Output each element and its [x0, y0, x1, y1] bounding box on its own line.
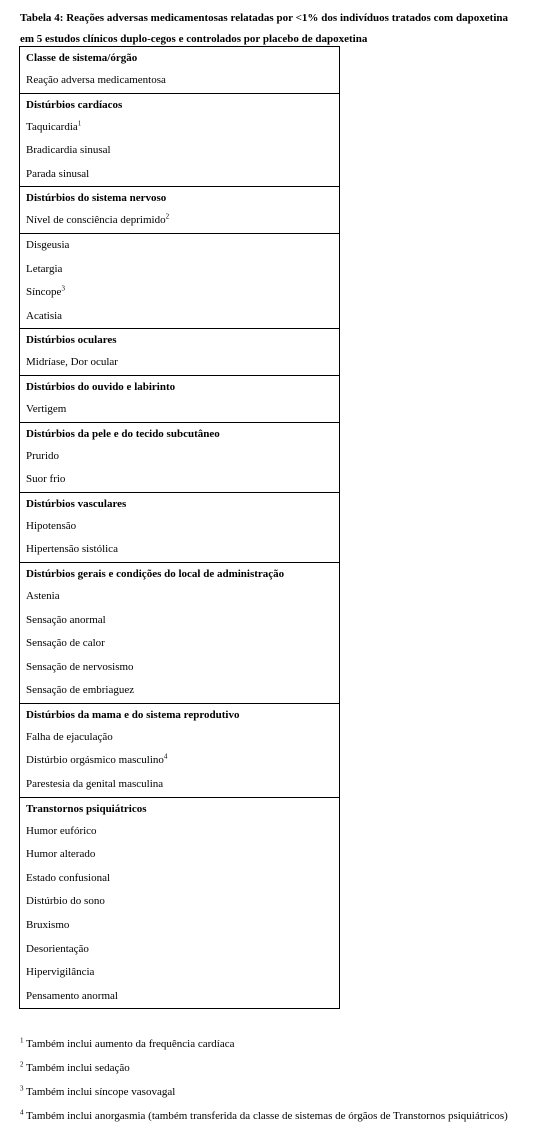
organ-class-title: Distúrbios oculares	[26, 334, 117, 347]
table-row	[20, 47, 340, 94]
table-cell	[20, 422, 340, 492]
reaction-label: Estado confusional	[26, 871, 111, 884]
table-row	[20, 422, 340, 492]
footnote-number: 3	[20, 1084, 24, 1093]
organ-class-title: Distúrbios do ouvido e labirinto	[26, 380, 176, 393]
organ-class-title: Distúrbios da pele e do tecido subcutâneo	[26, 427, 220, 440]
table-row	[20, 187, 340, 234]
organ-class-title: Distúrbios cardíacos	[26, 98, 123, 111]
reaction-item	[26, 468, 339, 492]
reaction-item	[26, 985, 339, 1009]
footnote-marker: 4	[163, 752, 168, 761]
reaction-label: Desorientação	[26, 942, 89, 955]
column-header-subtitle: Reação adversa medicamentosa	[26, 74, 166, 86]
table-cell	[20, 187, 340, 234]
adverse-reactions-table	[19, 46, 340, 1009]
reaction-item	[26, 234, 339, 258]
reaction-label: Sensação de embriaguez	[26, 684, 135, 697]
reaction-item	[26, 139, 339, 163]
reaction-item	[26, 749, 339, 773]
table-cell	[20, 93, 340, 187]
table-row	[20, 562, 340, 703]
reaction-item	[26, 656, 339, 680]
table-cell	[20, 375, 340, 422]
table-cell	[20, 703, 340, 797]
reaction-label: Suor frio	[26, 473, 66, 486]
reaction-item	[26, 679, 339, 703]
reaction-item	[26, 305, 339, 329]
reaction-item	[26, 726, 339, 750]
reaction-label: Hipervigilância	[26, 966, 95, 979]
reaction-item	[26, 258, 339, 282]
table-row	[20, 375, 340, 422]
table-row	[20, 492, 340, 562]
table-row	[20, 703, 340, 797]
reaction-item	[26, 914, 339, 938]
reaction-item	[26, 116, 339, 140]
reaction-label: Sensação anormal	[26, 613, 106, 626]
reaction-item	[26, 632, 339, 656]
reaction-label: Prurido	[26, 449, 59, 462]
reaction-label: Parada sinusal	[26, 167, 90, 180]
reaction-label: Letargia	[26, 262, 63, 275]
footnote-marker: 1	[77, 118, 82, 127]
column-header-title: Classe de sistema/órgão	[26, 52, 138, 64]
reaction-label: Pensamento anormal	[26, 989, 118, 1002]
reaction-label: Taquicardia	[26, 120, 78, 133]
reaction-item	[26, 515, 339, 539]
reaction-item	[26, 890, 339, 914]
reaction-label: Astenia	[26, 589, 60, 602]
reaction-label: Sensação de nervosismo	[26, 660, 134, 673]
reaction-item	[26, 445, 339, 469]
footnote-number: 2	[20, 1060, 24, 1069]
footnote-marker: 2	[165, 212, 170, 221]
reaction-label: Distúrbio orgásmico masculino	[26, 754, 164, 767]
footnotes	[20, 1037, 512, 1123]
reaction-label: Hipotensão	[26, 519, 77, 532]
footnote	[20, 1061, 512, 1075]
reaction-label: Nível de consciência deprimido	[26, 214, 166, 227]
reaction-item	[26, 773, 339, 797]
reaction-label: Síncope	[26, 286, 62, 299]
reaction-item	[26, 209, 339, 233]
reaction-label: Sensação de calor	[26, 637, 105, 650]
reaction-label: Hipertensão sistólica	[26, 543, 118, 556]
reaction-item	[26, 843, 339, 867]
reaction-item	[26, 398, 339, 422]
reaction-label: Vertigem	[26, 402, 67, 415]
footnote	[20, 1109, 512, 1123]
reaction-item	[26, 281, 339, 305]
table-row	[20, 329, 340, 376]
reaction-label: Acatisia	[26, 309, 63, 322]
reaction-item	[26, 961, 339, 985]
footnote-number: 4	[20, 1108, 24, 1117]
reaction-label: Humor eufórico	[26, 824, 97, 837]
table-cell	[20, 562, 340, 703]
footnote-number: 1	[20, 1036, 24, 1045]
footnote-marker: 3	[61, 284, 65, 293]
reaction-item	[26, 351, 339, 375]
footnote-text: Também inclui aumento da frequência cardíaca	[23, 1038, 235, 1050]
reaction-label: Midríase, Dor ocular	[26, 356, 118, 369]
footnote	[20, 1037, 512, 1051]
table-cell	[20, 329, 340, 376]
footnote-text: Também inclui anorgasmia (também transferida da classe de sistemas de órgãos de Transtornos psiquiátricos)	[23, 1110, 508, 1122]
reaction-item	[26, 585, 339, 609]
reaction-item	[26, 867, 339, 891]
reaction-label: Falha de ejaculação	[26, 730, 113, 743]
footnote	[20, 1085, 512, 1099]
reaction-item	[26, 163, 339, 187]
organ-class-title: Distúrbios vasculares	[26, 497, 127, 510]
table-cell	[20, 233, 340, 328]
table-cell	[20, 797, 340, 1009]
reaction-item	[26, 609, 339, 633]
footnote-text: Também inclui síncope vasovagal	[23, 1086, 176, 1098]
reaction-label: Humor alterado	[26, 848, 96, 861]
organ-class-title: Transtornos psiquiátricos	[26, 802, 147, 815]
table-cell	[20, 492, 340, 562]
organ-class-title: Distúrbios da mama e do sistema reprodutivo	[26, 708, 240, 721]
footnote-text: Também inclui sedação	[23, 1062, 130, 1074]
table-cell	[20, 47, 340, 94]
reaction-label: Bradicardia sinusal	[26, 144, 111, 157]
organ-class-title: Distúrbios gerais e condições do local de administração	[26, 567, 285, 580]
reaction-label: Disgeusia	[26, 238, 70, 251]
reaction-item	[26, 820, 339, 844]
reaction-item	[26, 538, 339, 562]
table-row	[20, 93, 340, 187]
reaction-label: Distúrbio do sono	[26, 895, 105, 908]
table-row	[20, 233, 340, 328]
table-caption: Tabela 4: Reações adversas medicamentosas relatadas por <1% dos indivíduos tratados com dapoxetina em 5 estudos clínicos duplo-cegos e controlados por placebo de dapoxetina	[20, 12, 508, 45]
reaction-label: Bruxismo	[26, 919, 70, 932]
reaction-label: Parestesia da genital masculina	[26, 778, 164, 791]
organ-class-title: Distúrbios do sistema nervoso	[26, 192, 167, 205]
table-row	[20, 797, 340, 1009]
reaction-item	[26, 938, 339, 962]
